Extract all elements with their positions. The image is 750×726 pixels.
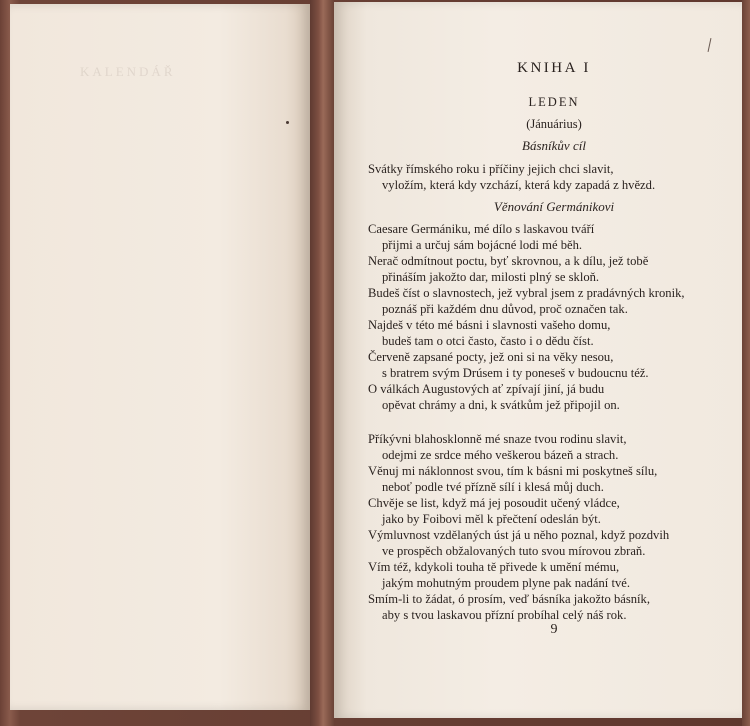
month-subtitle: (Jánuárius) <box>526 117 582 131</box>
verse-line: aby s tvou laskavou přízní probíhal celý náš rok. <box>382 608 627 622</box>
book-title: KNIHA I <box>517 60 591 76</box>
verse-line: vyložím, která kdy vzchází, která kdy zapadá z hvězd. <box>382 178 656 192</box>
section-title-dedication: Věnování Germánikovi <box>493 199 615 214</box>
left-page <box>10 4 310 710</box>
verse-line: přijmi a určuj sám bojácné lodi mé běh. <box>382 238 583 252</box>
verse-line: Budeš číst o slavnostech, jež vybral jsem z pradávných kronik, <box>368 286 685 300</box>
verse-line: Svátky římského roku i příčiny jejich chci slavit, <box>368 162 614 176</box>
verse-line: ve prospěch obžalovaných tuto svou mírovou zbraň. <box>382 544 646 558</box>
verse-line: přináším jakožto dar, milosti plný se skloň. <box>382 270 600 284</box>
ink-speck <box>286 121 289 124</box>
page-number: 9 <box>550 622 558 637</box>
verse-line: opěvat chrámy a dni, k svátkům jež připojil on. <box>382 398 620 412</box>
verse-line: neboť podle tvé přízně sílí i klesá můj duch. <box>382 480 604 494</box>
verse-line: Příkývni blahosklonně mé snaze tvou rodinu slavit, <box>368 432 627 446</box>
verse-line: poznáš při každém dnu důvod, proč označen tak. <box>382 302 628 316</box>
verse-line: Vím též, kdykoli touha tě přivede k umění mému, <box>368 560 620 574</box>
verse-line: s bratrem svým Drúsem i ty poneseš v budoucnu též. <box>382 366 649 380</box>
verse-line: Červeně zapsané pocty, jež oni si na věky nesou, <box>368 350 614 364</box>
verse-line: Najdeš v této mé básni i slavnosti vašeho domu, <box>368 318 611 332</box>
book-gutter <box>310 0 334 726</box>
section-title-poet-goal: Básníkův cíl <box>522 138 586 153</box>
verse-line: budeš tam o otci často, často i o dědu číst. <box>382 334 594 348</box>
verse-line: Věnuj mi náklonnost svou, tím k básni mi poskytneš sílu, <box>368 464 658 478</box>
verse-line: Smím-li to žádat, ó prosím, veď básníka jakožto básník, <box>368 592 651 606</box>
verse-line: Caesare Germániku, mé dílo s laskavou tváří <box>368 222 595 236</box>
verse-line: odejmi ze srdce mého veškerou bázeň a strach. <box>382 448 619 462</box>
verse-line: jako by Foibovi měl k přečtení odeslán být. <box>382 512 601 526</box>
month-heading: LEDEN <box>528 95 580 109</box>
verse-line: Nerač odmítnout poctu, byť skrovnou, a k dílu, jež tobě <box>368 254 649 268</box>
verse-line: Výmluvnost vzdělaných úst já u něho poznal, když pozdvih <box>368 528 670 542</box>
verse-line: O válkách Augustových ať zpívají jiní, já budu <box>368 382 605 396</box>
verse-line: jakým mohutným proudem plyne pak nadání tvé. <box>382 576 630 590</box>
left-page-bleedthrough-header: KALENDÁŘ <box>80 64 176 79</box>
verse-line: Chvěje se list, když má jej posoudit učený vládce, <box>368 496 620 510</box>
